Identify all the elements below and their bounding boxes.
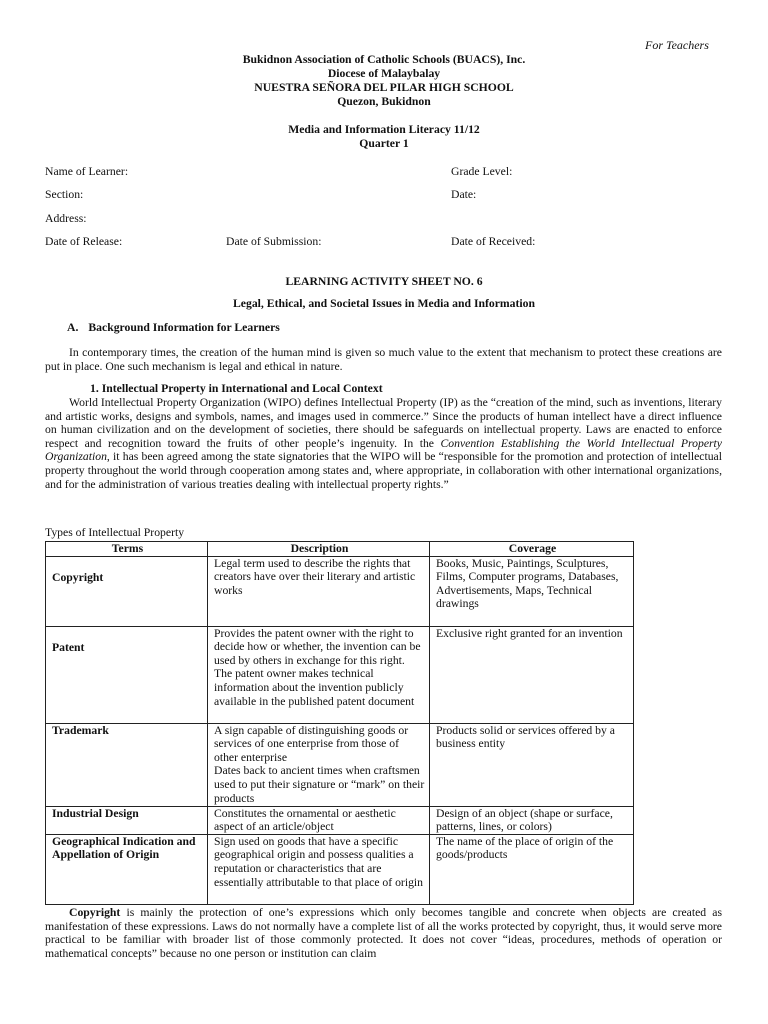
copyright-paragraph (45, 906, 722, 960)
description-cell: Provides the patent owner with the right to decide how or whether, the invention can be used by others in exchange for this right. The patent owner makes technical information about the invention publicly available in the published patent document (208, 626, 430, 723)
section-a-title: Background Information for Learners (88, 321, 280, 334)
date-of-submission-field: Date of Submission: (226, 235, 322, 248)
description-text: A sign capable of distinguishing goods or services of one enterprise from those of other enterprise (214, 723, 409, 764)
coverage-cell: Exclusive right granted for an invention (430, 626, 634, 723)
description-cell: Constitutes the ornamental or aesthetic aspect of an article/object (208, 806, 430, 834)
association-name: Bukidnon Association of Catholic Schools (BUACS), Inc. (242, 53, 526, 66)
date-field: Date: (451, 188, 477, 201)
header-terms: Terms (46, 542, 208, 557)
ip-text-part-1: World Intellectual Property Organization (WIPO) defines Intellectual Property (IP) as the “creation of the mind, such as inventions, literary and artistic works, designs and symbols, names, and images used in commerce.” Since the products of human intellect have a direct influence on human civilization and on the development of societies, there should be safeguards on intellectual property. Laws are enacted to enforce respect and recognition toward the fruits of other people’s ingenuity. In the (45, 396, 722, 450)
ip-text-part-2: , it has been agreed among the state signatories that the WIPO will be “responsible for the promotion and protection of intellectual property throughout the world through cooperation among states and, where appropriate, in collaboration with other international organizations, and for the administration of various treaties dealing with intellectual property rights.” (45, 450, 722, 491)
intro-paragraph (45, 346, 722, 373)
table-row (46, 723, 634, 806)
section-field: Section: (45, 188, 84, 201)
activity-sheet-title: LEARNING ACTIVITY SHEET NO. 6 (285, 275, 483, 288)
copyright-text: is mainly the protection of one’s expressions which only becomes tangible and concrete when objects are created as manifestation of these expressions. Laws do not normally have a complete list of all the works protected by copyright, thus, it would serve more practical to be familiar with broader list of those commonly protected. It does not cover “ideas, procedures, methods of operation or mathematical concepts” because no one person or institution can claim (45, 906, 722, 960)
section-a-letter: A. (67, 321, 79, 334)
table-caption: Types of Intellectual Property (45, 526, 185, 539)
copyright-bold-term: Copyright (69, 906, 121, 919)
grade-level-field: Grade Level: (451, 165, 513, 178)
coverage-cell: The name of the place of origin of the goods/products (430, 834, 634, 904)
coverage-cell: Design of an object (shape or surface, patterns, lines, or colors) (430, 806, 634, 834)
school-location: Quezon, Bukidnon (337, 95, 431, 108)
header-coverage: Coverage (430, 542, 634, 557)
section-a-heading (67, 321, 280, 335)
ip-types-table (45, 541, 634, 905)
description-cell: Sign used on goods that have a specific geographical origin and possess qualities a reputation or characteristics that are essentially attributable to that place of origin (208, 834, 430, 904)
quarter-label: Quarter 1 (359, 137, 409, 150)
description-cell: Legal term used to describe the rights that creators have over their literary and artistic works (208, 556, 430, 626)
ip-text-italic: Convention Establishing the World Intellectual Property Organization (45, 436, 722, 464)
ip-paragraph (45, 396, 722, 491)
description-text-2: Dates back to ancient times when craftsmen used to put their signature or “mark” on their products (214, 764, 425, 805)
term-cell: Copyright (46, 556, 208, 626)
school-name: NUESTRA SEÑORA DEL PILAR HIGH SCHOOL (254, 81, 514, 94)
intro-text: In contemporary times, the creation of the human mind is given so much value to the extent that mechanism to protect these creations are put in place. One such mechanism is legal and ethical in nature. (45, 346, 722, 373)
header-description: Description (208, 542, 430, 557)
table-header-row (46, 542, 634, 557)
address-field: Address: (45, 212, 87, 225)
table-row (46, 834, 634, 904)
term-cell: Geographical Indication and Appellation of Origin (46, 834, 208, 904)
activity-sheet-subtitle: Legal, Ethical, and Societal Issues in Media and Information (233, 297, 535, 310)
ip-heading: 1. Intellectual Property in International and Local Context (90, 382, 383, 395)
for-teachers-label: For Teachers (645, 38, 709, 52)
diocese-name: Diocese of Malaybalay (327, 67, 441, 80)
subject-title: Media and Information Literacy 11/12 (288, 123, 480, 136)
term-cell: Trademark (46, 723, 208, 806)
term-cell: Industrial Design (46, 806, 208, 834)
term-cell: Patent (46, 626, 208, 723)
table-row (46, 806, 634, 834)
coverage-cell: Books, Music, Paintings, Sculptures, Films, Computer programs, Databases, Advertisements, Maps, Technical drawings (430, 556, 634, 626)
date-received-field: Date of Received: (451, 235, 536, 248)
coverage-cell: Products solid or services offered by a business entity (430, 723, 634, 806)
table-row (46, 556, 634, 626)
date-of-release-field: Date of Release: (45, 235, 123, 248)
table-row (46, 626, 634, 723)
description-cell (208, 723, 430, 806)
name-of-learner-field: Name of Learner: (45, 165, 129, 178)
